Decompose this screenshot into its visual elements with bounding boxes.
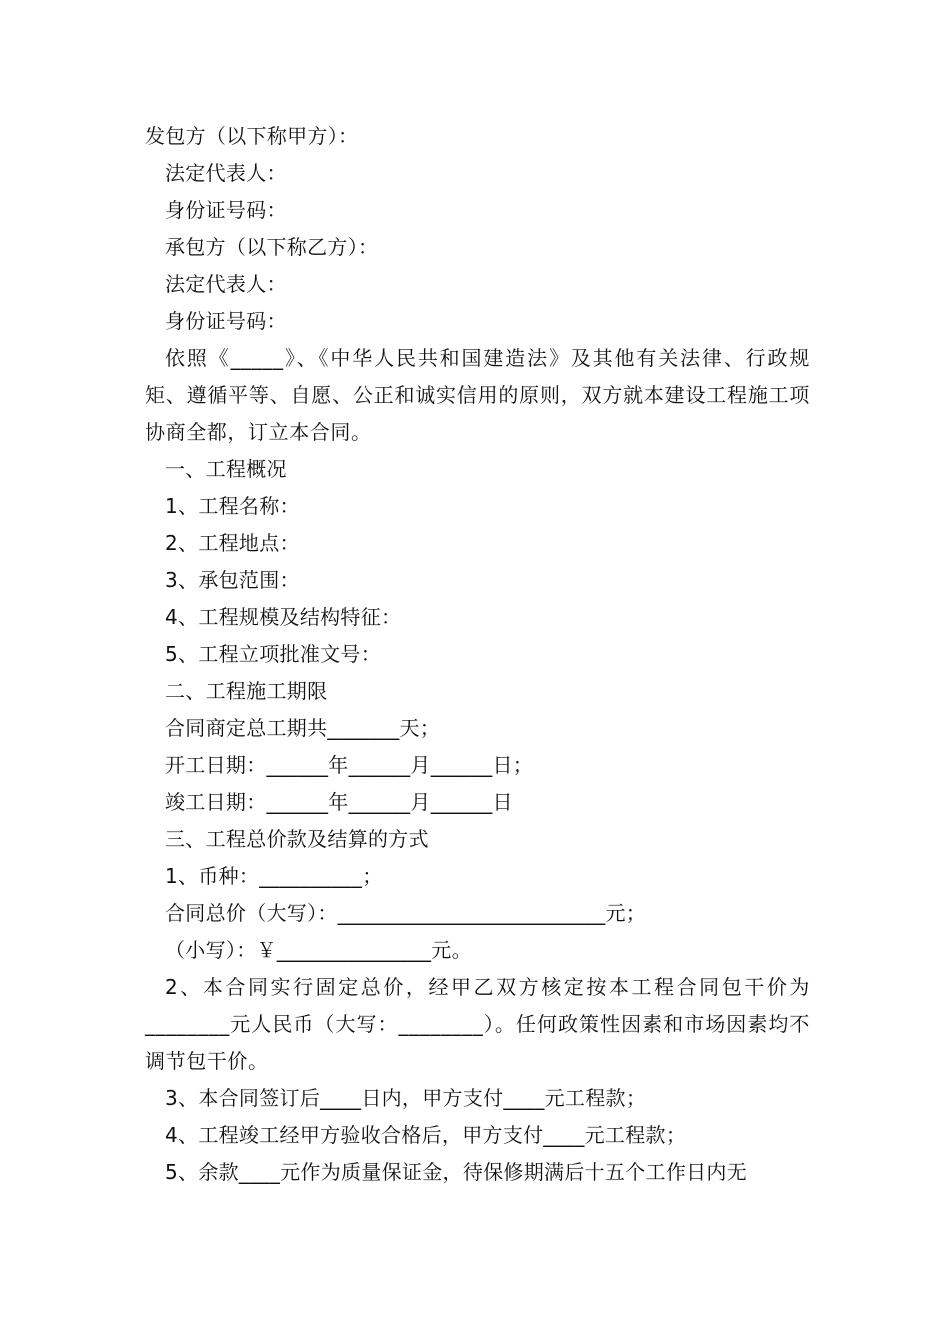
total-price-uppercase-line: 合同总价（大写）：__________________________元； [165,901,647,925]
completion-date-line: 竣工日期：______年______月______日 [165,790,513,814]
payment-after-signing-line: 3、本合同签订后____日内，甲方支付____元工程款； [165,1086,647,1110]
party-a-legal-rep: 法定代表人： [165,161,287,185]
party-b-heading: 承包方（以下称乙方）： [165,235,379,259]
party-b-id-number: 身份证号码： [165,309,287,333]
intro-paragraph: 依照《_____》、《中华人民共和国建造法》及其他有关法律、行政规矩、遵循平等、自愿、公正和诚实信用的原则，双方就本建设工程施工项协商全都，订立本合同。 [145,346,810,444]
total-duration-line: 合同商定总工期共_______天； [165,716,441,740]
party-a-id-number: 身份证号码： [165,198,287,222]
payment-after-acceptance-line: 4、工程竣工经甲方验收合格后，甲方支付____元工程款； [165,1123,687,1147]
retention-payment-line: 5、余款____元作为质量保证金，待保修期满后十五个工作日内无 [165,1160,748,1184]
total-price-figures-line: （小写）：￥_______________元。 [165,938,472,962]
contract-scope-line: 3、承包范围： [165,568,300,592]
party-a-heading: 发包方（以下称甲方）： [145,124,359,148]
currency-line: 1、币种：__________； [165,864,383,888]
project-name-line: 1、工程名称： [165,494,300,518]
party-b-legal-rep: 法定代表人： [165,272,287,296]
fixed-price-paragraph: 2、本合同实行固定总价，经甲乙双方核定按本工程合同包干价为________元人民币（大写：________）。任何政策性因素和市场因素均不调节包干价。 [145,975,810,1073]
document-body [145,118,810,1191]
section-2-heading: 二、工程施工期限 [165,679,328,703]
project-scale-line: 4、工程规模及结构特征： [165,605,402,629]
start-date-line: 开工日期：______年______月______日； [165,753,534,777]
approval-number-line: 5、工程立项批准文号： [165,642,382,666]
project-location-line: 2、工程地点： [165,531,300,555]
section-3-heading: 三、工程总价款及结算的方式 [165,827,429,851]
section-1-heading: 一、工程概况 [165,457,287,481]
